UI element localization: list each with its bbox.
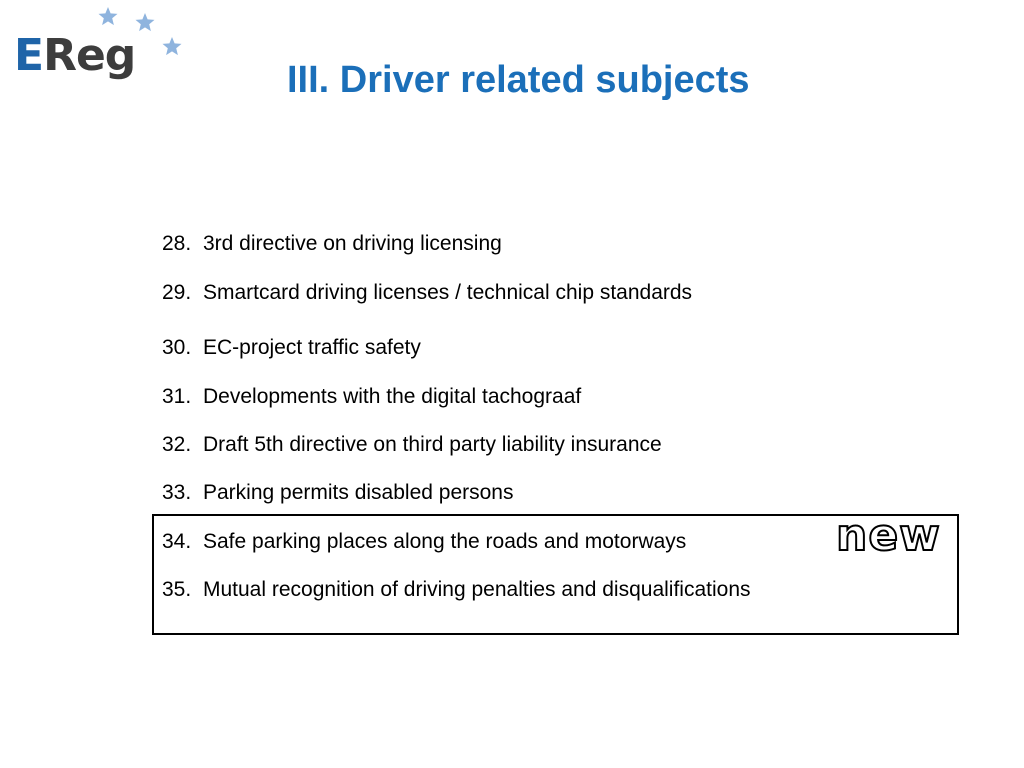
- list-item: [162, 280, 692, 306]
- item-number: 28.: [162, 232, 192, 255]
- item-number: 35.: [162, 578, 192, 601]
- item-text: EC-project traffic safety: [203, 336, 421, 359]
- star-icon: [163, 37, 182, 55]
- item-text: Parking permits disabled persons: [203, 481, 514, 504]
- item-number: 33.: [162, 481, 192, 504]
- item-number: 32.: [162, 433, 192, 456]
- item-number: 34.: [162, 530, 192, 553]
- item-text: Mutual recognition of driving penalties and disqualifications: [203, 578, 751, 601]
- item-text: Safe parking places along the roads and motorways: [203, 530, 687, 553]
- new-badge: new: [836, 510, 941, 561]
- list-item: [162, 577, 751, 603]
- list-item: [162, 384, 581, 410]
- list-item: [162, 529, 686, 555]
- list-item: [162, 335, 421, 361]
- page-title: III. Driver related subjects: [287, 59, 750, 101]
- item-number: 29.: [162, 281, 192, 304]
- star-icon: [99, 7, 118, 25]
- ereg-logo: [0, 0, 200, 100]
- list-item: [162, 432, 662, 458]
- item-text: Smartcard driving licenses / technical chip standards: [203, 281, 693, 304]
- item-text: Draft 5th directive on third party liability insurance: [203, 433, 662, 456]
- item-number: 31.: [162, 385, 192, 408]
- item-text: Developments with the digital tachograaf: [203, 385, 582, 408]
- logo-wordmark: EReg: [14, 30, 136, 81]
- item-text: 3rd directive on driving licensing: [203, 232, 502, 255]
- list-item: [162, 231, 502, 257]
- list-item: [162, 480, 514, 506]
- star-icon: [136, 13, 155, 31]
- item-number: 30.: [162, 336, 192, 359]
